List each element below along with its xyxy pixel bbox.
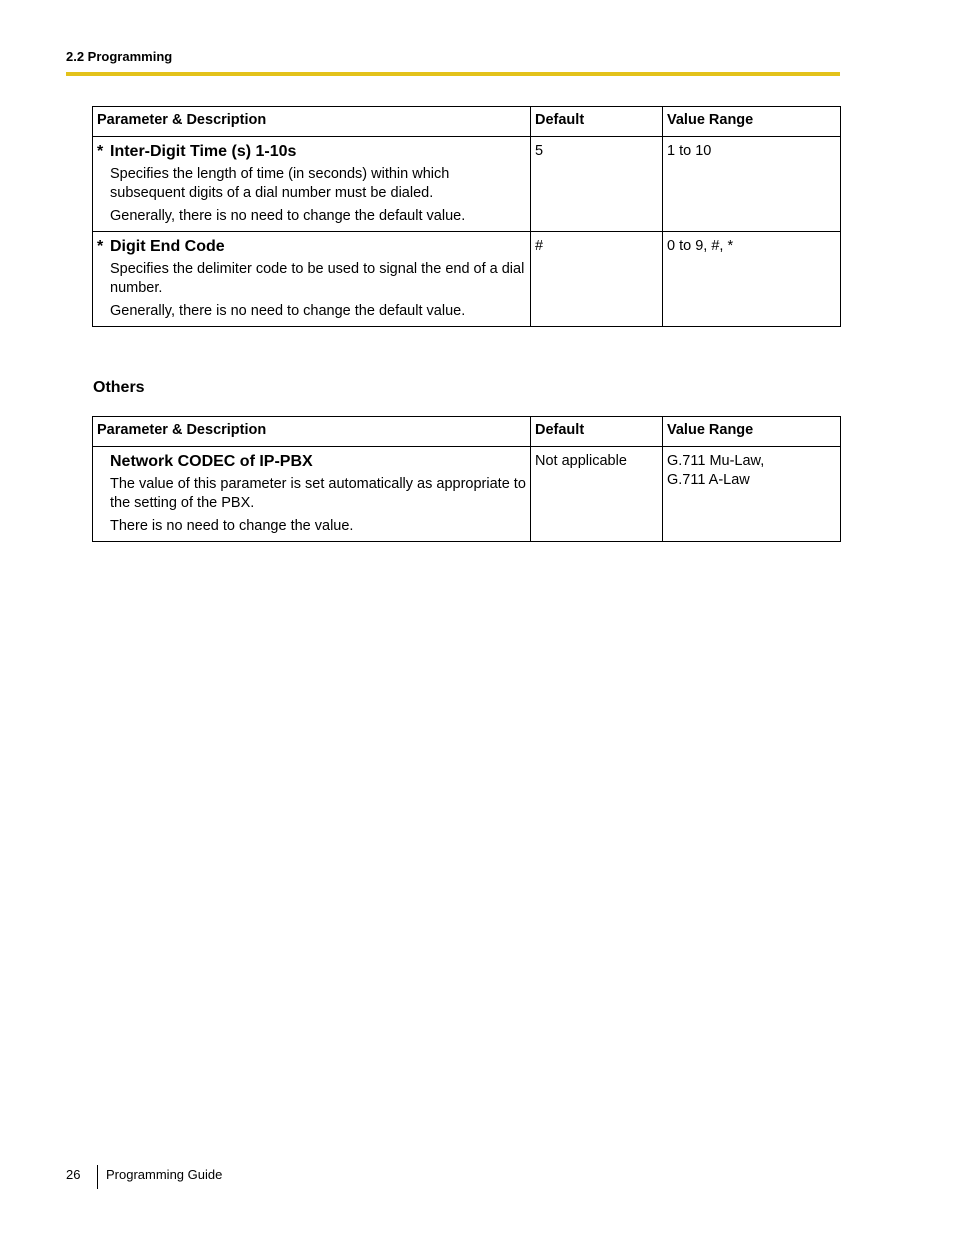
parameter-description: Specifies the delimiter code to be used to signal the end of a dial number.: [110, 261, 525, 296]
parameter-note: Generally, there is no need to change the default value.: [110, 208, 466, 224]
table-header-row: [93, 107, 841, 137]
table-header-row: [93, 417, 841, 447]
value-range-line: G.711 A-Law: [667, 472, 750, 488]
parameter-title-row: [97, 142, 526, 162]
parameter-description: Specifies the length of time (in seconds) within which subsequent digits of a dial number must be dialed.: [110, 166, 450, 201]
parameter-note: Generally, there is no need to change the default value.: [110, 303, 466, 319]
value-range-line: G.711 Mu-Law,: [667, 453, 765, 469]
table-row: [93, 447, 841, 542]
column-header-default: Default: [531, 107, 663, 137]
parameter-title: Digit End Code: [110, 238, 225, 255]
parameter-description: The value of this parameter is set automatically as appropriate to the setting of the PBX.: [110, 476, 526, 511]
column-header-value-range: Value Range: [663, 417, 841, 447]
required-marker: *: [97, 238, 104, 255]
table-row: [93, 232, 841, 327]
column-header-default: Default: [531, 417, 663, 447]
required-marker: *: [97, 143, 104, 160]
value-range-cell: [663, 447, 841, 542]
column-header-value-range: Value Range: [663, 107, 841, 137]
parameter-table-1: [92, 106, 841, 327]
footer-title: Programming Guide: [106, 1167, 223, 1182]
page-number: 26: [66, 1167, 81, 1182]
parameter-note: There is no need to change the value.: [110, 518, 354, 534]
value-range: 0 to 9, #, *: [667, 238, 734, 254]
parameter-title: Network CODEC of IP-PBX: [110, 453, 313, 470]
parameter-cell: [93, 232, 531, 327]
column-header-parameter: Parameter & Description: [93, 417, 531, 447]
table-row: [93, 137, 841, 232]
default-value: #: [535, 238, 544, 254]
default-cell: [531, 137, 663, 232]
column-header-parameter: Parameter & Description: [93, 107, 531, 137]
value-range-cell: [663, 137, 841, 232]
value-range: 1 to 10: [667, 143, 712, 159]
default-value: Not applicable: [535, 453, 627, 469]
required-marker: [97, 452, 110, 472]
parameter-cell: [93, 137, 531, 232]
default-cell: [531, 447, 663, 542]
parameter-title: Inter-Digit Time (s) 1-10s: [110, 143, 297, 160]
value-range-cell: [663, 232, 841, 327]
parameter-cell: [93, 447, 531, 542]
default-value: 5: [535, 143, 544, 159]
others-heading: Others: [93, 379, 145, 396]
default-cell: [531, 232, 663, 327]
header-rule: [66, 72, 840, 76]
parameter-title-row: [97, 237, 526, 257]
parameter-title-row: [97, 452, 526, 472]
parameter-table-others: [92, 416, 841, 542]
footer-divider: [97, 1165, 98, 1189]
section-header: 2.2 Programming: [66, 49, 173, 64]
